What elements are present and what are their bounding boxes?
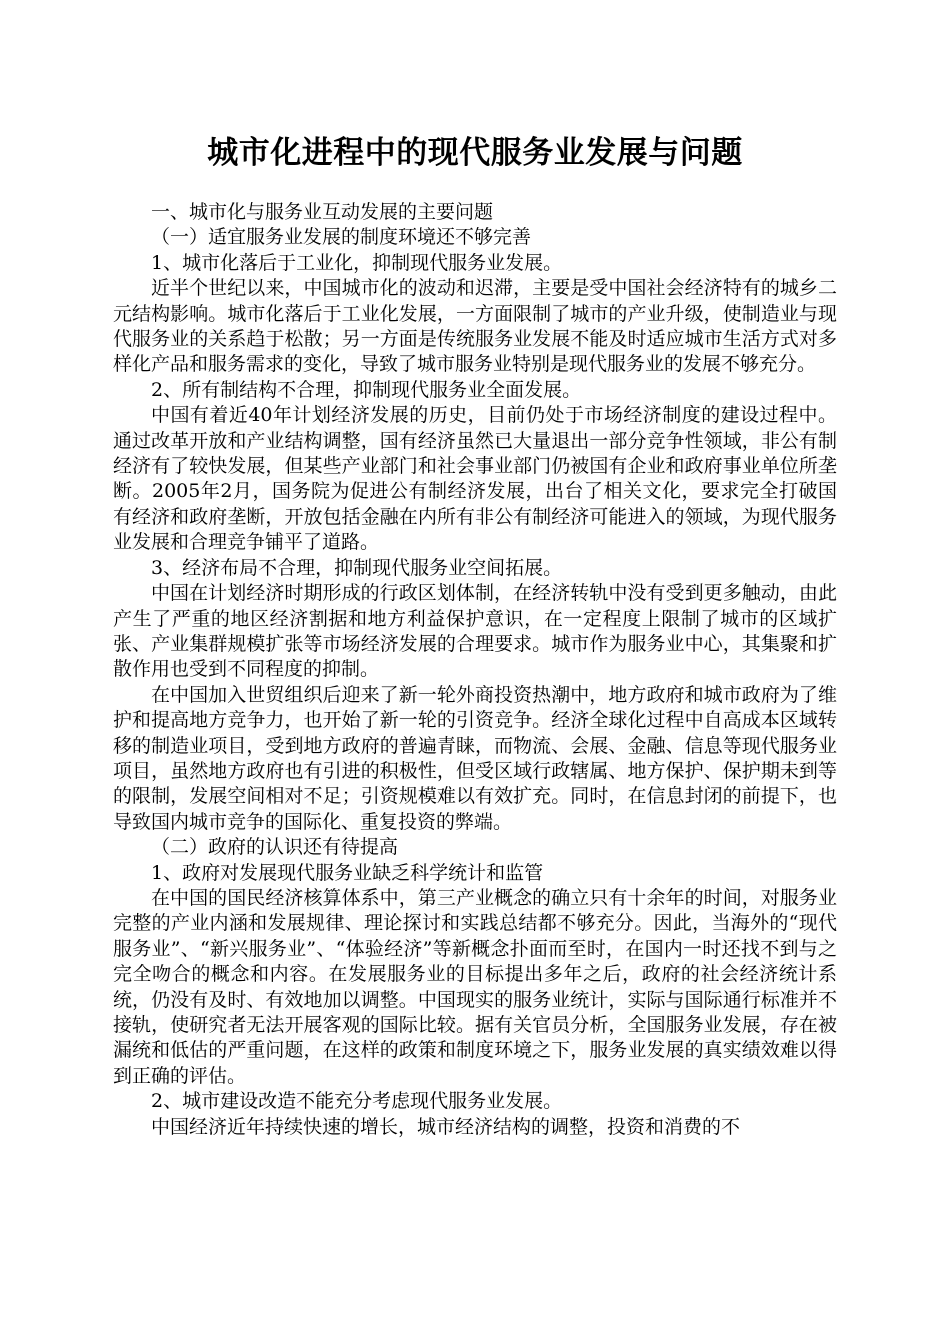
document-page bbox=[113, 0, 837, 1140]
body-paragraph: 中国经济近年持续快速的增长，城市经济结构的调整，投资和消费的不 bbox=[151, 1115, 741, 1138]
section-heading: 一、城市化与服务业互动发展的主要问题 bbox=[151, 201, 494, 223]
body-paragraph: 在中国加入世贸组织后迎来了新一轮外商投资热潮中，地方政府和城市政府为了维护和提高地方竞争力，也开始了新一轮的引资竞争。经济全球化过程中自高成本区域转移的制造业项目，受到地方政府的普遍青睐，而物流、会展、金融、信息等现代服务业项目，虽然地方政府也有引进的积极性，但受区域行政辖属、地方保护、保护期未到等的限制，发展空间相对不足；引资规模难以有效扩充。同时，在信息封闭的前提下，也导致国内城市竞争的国际化、重复投资的弊端。 bbox=[113, 683, 837, 833]
document-title: 城市化进程中的现代服务业发展与问题 bbox=[207, 135, 743, 171]
section-heading: 3、经济布局不合理，抑制现代服务业空间拓展。 bbox=[151, 556, 563, 579]
body-paragraph: 中国在计划经济时期形成的行政区划体制，在经济转轨中没有受到更多触动，由此产生了严重的地区经济割据和地方利益保护意识，在一定程度上限制了城市的区域扩张、产业集群规模扩张等市场经济发展的合理要求。城市作为服务业中心，其集聚和扩散作用也受到不同程度的抑制。 bbox=[113, 582, 837, 681]
section-heading: 1、城市化落后于工业化，抑制现代服务业发展。 bbox=[151, 251, 563, 274]
section-heading: （二）政府的认识还有待提高 bbox=[151, 836, 399, 859]
document-body bbox=[113, 200, 837, 1140]
body-paragraph: 在中国的国民经济核算体系中，第三产业概念的确立只有十余年的时间，对服务业完整的产业内涵和发展规律、理论探讨和实践总结都不够充分。因此，当海外的“现代服务业”、“新兴服务业”、“体验经济”等新概念扑面而至时，在国内一时还找不到与之完全吻合的概念和内容。在发展服务业的目标提出多年之后，政府的社会经济统计系统，仍没有及时、有效地加以调整。中国现实的服务业统计，实际与国际通行标准并不接轨，使研究者无法开展客观的国际比较。据有关官员分析，全国服务业发展，存在被漏统和低估的严重问题，在这样的政策和制度环境之下，服务业发展的真实绩效难以得到正确的评估。 bbox=[113, 886, 837, 1087]
section-heading: 2、城市建设改造不能充分考虑现代服务业发展。 bbox=[151, 1090, 563, 1113]
section-heading: 1、政府对发展现代服务业缺乏科学统计和监管 bbox=[151, 861, 544, 884]
section-heading: 2、所有制结构不合理，抑制现代服务业全面发展。 bbox=[151, 378, 582, 401]
body-paragraph: 近半个世纪以来，中国城市化的波动和迟滞，主要是受中国社会经济特有的城乡二元结构影响。城市化落后于工业化发展，一方面限制了城市的产业升级，使制造业与现代服务业的关系趋于松散；另一方面是传统服务业发展不能及时适应城市生活方式对多样化产品和服务需求的变化，导致了城市服务业特别是现代服务业的发展不够充分。 bbox=[113, 277, 837, 376]
body-paragraph: 中国有着近40年计划经济发展的历史，目前仍处于市场经济制度的建设过程中。通过改革开放和产业结构调整，国有经济虽然已大量退出一部分竞争性领域，非公有制经济有了较快发展，但某些产业部门和社会事业部门仍被国有企业和政府事业单位所垄断。2005年2月，国务院为促进公有制经济发展，出台了相关文化，要求完全打破国有经济和政府垄断，开放包括金融在内所有非公有制经济可能进入的领域，为现代服务业发展和合理竞争铺平了道路。 bbox=[113, 404, 837, 554]
section-heading: （一）适宜服务业发展的制度环境还不够完善 bbox=[151, 226, 532, 249]
